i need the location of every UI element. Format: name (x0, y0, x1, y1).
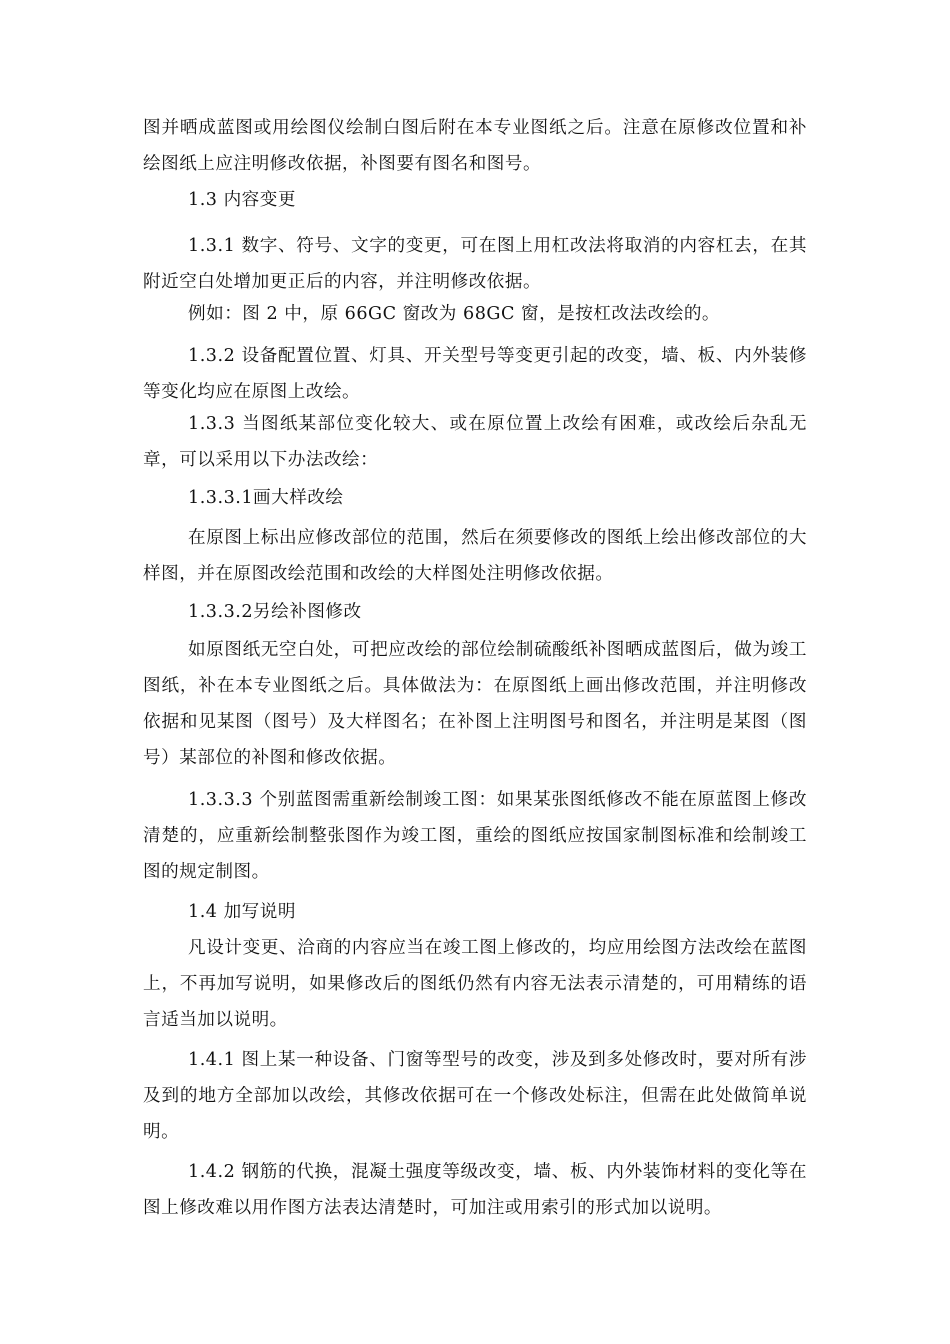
heading-1-4: 1.4 加写说明 (188, 902, 296, 922)
paragraph-1-3-3-3: 1.3.3.3 个别蓝图需重新绘制竣工图：如果某张图纸修改不能在原蓝图上修改清楚的，应重新绘制整张图作为竣工图，重绘的图纸应按国家制图标准和绘制竣工图的规定制图。 (143, 790, 807, 882)
paragraph-1-3-2: 1.3.2 设备配置位置、灯具、开关型号等变更引起的改变，墙、板、内外装修等变化均应在原图上改绘。 (143, 346, 807, 402)
heading-1-3-3-1: 1.3.3.1画大样改绘 (188, 488, 344, 508)
paragraph-1-4-1: 1.4.1 图上某一种设备、门窗等型号的改变，涉及到多处修改时，要对所有涉及到的地方全部加以改绘，其修改依据可在一个修改处标注，但需在此处做简单说明。 (143, 1050, 807, 1142)
heading-1-3: 1.3 内容变更 (188, 190, 296, 210)
paragraph-supplement-drawing: 如原图纸无空白处，可把应改绘的部位绘制硫酸纸补图晒成蓝图后，做为竣工图纸，补在本专业图纸之后。具体做法为：在原图纸上画出修改范围，并注明修改依据和见某图（图号）及大样图名；在补图上注明图号和图名，并注明是某图（图号）某部位的补图和修改依据。 (143, 640, 807, 768)
paragraph-large-detail: 在原图上标出应修改部位的范围，然后在须要修改的图纸上绘出修改部位的大样图，并在原图改绘范围和改绘的大样图处注明修改依据。 (143, 528, 807, 584)
paragraph-additional-note: 凡设计变更、洽商的内容应当在竣工图上修改的，均应用绘图方法改绘在蓝图上，不再加写说明，如果修改后的图纸仍然有内容无法表示清楚的，可用精练的语言适当加以说明。 (143, 938, 807, 1030)
paragraph-1-3-3: 1.3.3 当图纸某部位变化较大、或在原位置上改绘有困难，或改绘后杂乱无章，可以采用以下办法改绘： (143, 414, 807, 470)
paragraph-1-4-2: 1.4.2 钢筋的代换，混凝土强度等级改变，墙、板、内外装饰材料的变化等在图上修改难以用作图方法表达清楚时，可加注或用索引的形式加以说明。 (143, 1162, 807, 1218)
paragraph-continuation: 图并晒成蓝图或用绘图仪绘制白图后附在本专业图纸之后。注意在原修改位置和补绘图纸上应注明修改依据，补图要有图名和图号。 (143, 118, 807, 174)
paragraph-1-3-1: 1.3.1 数字、符号、文字的变更，可在图上用杠改法将取消的内容杠去，在其附近空白处增加更正后的内容，并注明修改依据。 (143, 236, 807, 292)
heading-1-3-3-2: 1.3.3.2另绘补图修改 (188, 602, 362, 622)
paragraph-example: 例如：图 2 中，原 66GC 窗改为 68GC 窗，是按杠改法改绘的。 (188, 304, 721, 324)
